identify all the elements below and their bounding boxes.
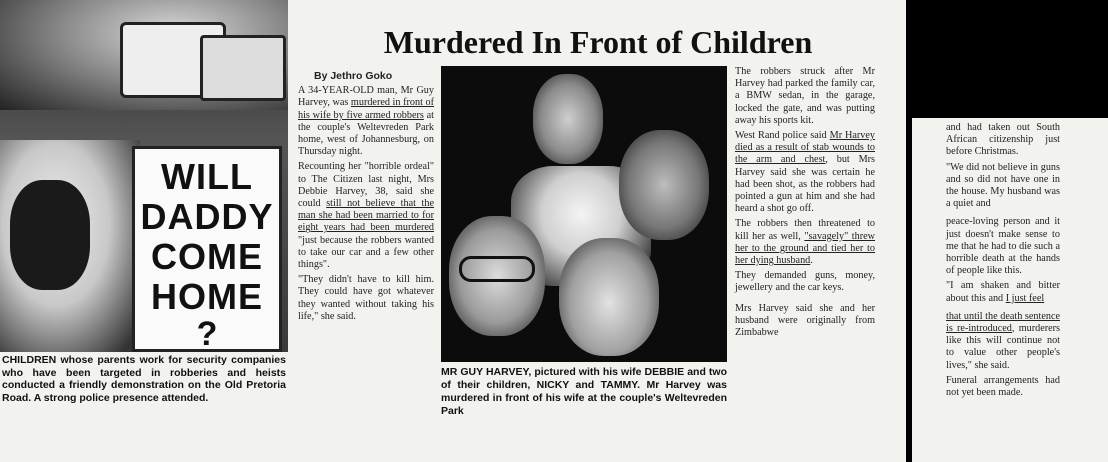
paragraph: and had taken out South African citizenship just before Christmas. [946,122,1060,158]
protest-sign [132,146,282,352]
sign-line: WILL [161,156,253,197]
paragraph: Mrs Harvey said she and her husband were originally from Zimbabwe [735,302,875,339]
photo-child [0,140,140,352]
byline: By Jethro Goko [314,70,393,82]
paragraph: "They didn't have to kill him. They could have got whatever they wanted without taking his life," she said. [298,274,434,322]
text-run: The robbers then threatened to kill her as well, [735,218,875,242]
paragraph [735,130,875,215]
paragraph [298,85,434,158]
paragraph: Funeral arrangements had not yet been made. [946,374,1060,399]
photo-child-head [10,180,90,290]
photo-vehicle-2 [200,35,286,101]
sign-line: HOME [151,276,263,317]
photo-glasses [459,256,535,282]
paragraph [946,311,1060,372]
underlined-text: "savagely" threw her to the ground and tied her to her dying husband [735,230,876,267]
caption-lead: CHILDREN [2,354,57,366]
underlined-text: still not believe that the man she had been married to for eight years had been murdered [298,198,434,234]
underlined-text: I just feel [1005,292,1045,304]
text-run: Recounting her "horrible ordeal" to The Citizen last night, Mrs Debbie Harvey, 38, said she could [298,161,434,210]
sign-question-mark: ? [196,315,218,352]
text-run: , but Mrs Harvey said she was certain he had been shot, as the robbers had pointed a gun at him and she had heard a shot go off. [735,154,875,215]
text-run: "I am shaken and bitter about this and [946,280,1060,304]
photo-face-debbie [533,74,603,164]
paragraph [735,218,875,267]
photo-face-guy [619,130,709,240]
text-run: , murderers like this will continue not to value other people's lives," she said. [946,323,1060,371]
article-column-1 [298,70,434,326]
photo-caption-left [2,354,286,404]
paragraph [946,280,1060,304]
article-column-4 [946,122,1060,402]
photo-caption-center: MR GUY HARVEY, pictured with his wife DEBBIE and two of their children, NICKY and TAMMY. Mr Harvey was murdered in front of his wife at the couple's Weltevreden Park [441,366,727,417]
underlined-text: Mr Harvey died as a result of stab wounds to the arm and chest [735,130,876,166]
paragraph: peace-loving person and it just doesn't make sense to me that he had to die such a horrible death at the hands of people like this. [946,216,1060,277]
text-run: "just because the robbers wanted to take our car and a few other things". [298,234,434,271]
underlined-text: murdered in front of his wife by five armed robbers [298,97,434,121]
family-photo [441,66,727,362]
demonstration-photo [0,0,288,352]
text-run: A 34-YEAR-OLD man, Mr Guy Harvey, was [298,85,434,109]
article-column-3 [735,66,875,342]
paragraph [298,161,434,271]
text-run: at the couple's Weltevreden Park home, west of Johannesburg, on Thursday night. [298,109,434,158]
headline: Murdered In Front of Children [383,24,813,60]
paragraph: "We did not believe in guns and so did not have one in the house. My husband was a quiet and [946,161,1060,210]
text-run: . [810,255,813,267]
text-run: West Rand police said [735,130,830,142]
underlined-text: that until the death sentence is re-introduced [946,310,1060,335]
black-background [906,0,1108,118]
caption-text: whose parents work for security companies who have been targeted in robberies and heists conducted a friendly demonstration on the Old Pretoria Road. A strong police presence attended. [2,354,286,404]
photo-face-child-2 [559,238,659,356]
sign-line: COME [151,236,263,277]
paragraph: They demanded guns, money, jewellery and the car keys. [735,270,875,294]
paragraph: The robbers struck after Mr Harvey had parked the family car, a BMW sedan, in the garage, locked the gate, and was putting away his sports kit. [735,66,875,126]
sign-line: DADDY [140,196,274,237]
